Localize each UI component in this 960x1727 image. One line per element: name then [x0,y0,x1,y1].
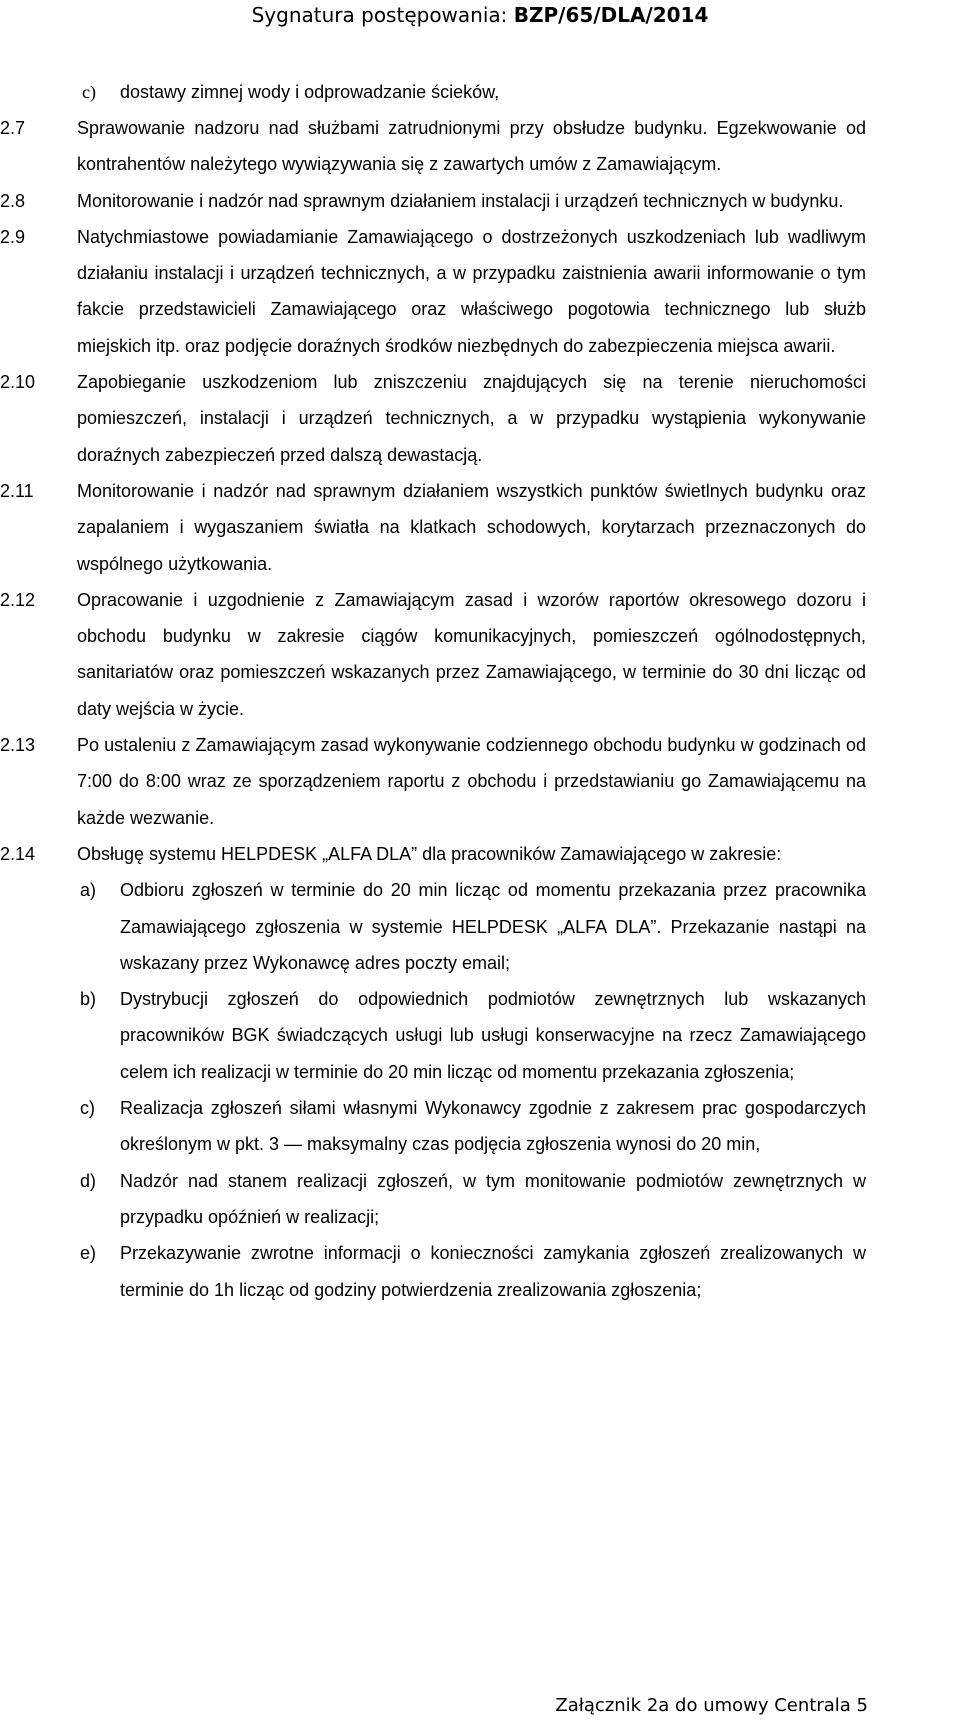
item-2-13 [0,727,960,836]
signature-number: BZP/65/DLA/2014 [513,3,709,27]
item-2-8 [0,183,960,219]
subitem-label: c) [82,82,96,102]
page-header [0,0,960,34]
page-footer: Załącznik 2a do umowy Centrala 5 [555,1695,868,1716]
item-number: 2.13 [0,735,36,756]
document-body [0,74,960,1308]
item-text: Obsługę systemu HELPDESK „ALFA DLA” dla pracowników Zamawiającego w zakresie: [77,843,782,864]
subitem-text: Realizacja zgłoszeń siłami własnymi Wykonawcy zgodnie z zakresem prac gospodarczych określonym w pkt. 3 — maksymalny czas podjęcia zgłoszenia wynosi do 20 min, [120,1098,866,1155]
item-number: 2.7 [0,118,26,138]
subitem-text: Dystrybucji zgłoszeń do odpowiednich podmiotów zewnętrznych lub wskazanych pracowników BGK świadczących usługi lub usługi konserwacyjne na rzecz Zamawiającego celem ich realizacji w terminie do 20 min licząc od momentu przekazania zgłoszenia; [120,989,866,1082]
subitem-e [0,1235,960,1308]
subitem-label: c) [80,1098,95,1119]
subitem-text: Nadzór nad stanem realizacji zgłoszeń, w tym monitowanie podmiotów zewnętrznych w przypadku opóźnień w realizacji; [120,1170,866,1227]
item-number: 2.12 [0,589,36,610]
subitem-d [0,1163,960,1236]
item-text: Zapobieganie uszkodzeniom lub zniszczeniu znajdujących się na terenie nieruchomości pomieszczeń, instalacji i urządzeń technicznych, a w przypadku wystąpienia wykonywanie doraźnych zabezpieczeń przed dalszą dewastacją. [77,372,866,465]
subitem-label: d) [80,1170,97,1191]
subitem-label: b) [80,989,97,1010]
item-number: 2.9 [0,226,26,247]
item-2-7 [0,110,960,183]
signature-prefix: Sygnatura postępowania: [251,3,514,27]
subitem-text: Przekazywanie zwrotne informacji o konieczności zamykania zgłoszeń zrealizowanych w terminie do 1h licząc od godziny potwierdzenia zrealizowania zgłoszenia; [120,1243,866,1300]
item-2-12 [0,582,960,727]
item-number: 2.10 [0,372,36,393]
subitem-label: a) [80,880,97,901]
item-number: 2.11 [0,480,34,501]
item-text: Po ustaleniu z Zamawiającym zasad wykonywanie codziennego obchodu budynku w godzinach od 7:00 do 8:00 wraz ze sporządzeniem raportu z obchodu i przedstawianiu go Zamawiającemu na każde wezwanie. [77,735,866,828]
top-subitem [0,74,960,110]
subitem-a [0,872,960,981]
subitem-label: e) [80,1243,97,1264]
item-text: Natychmiastowe powiadamianie Zamawiającego o dostrzeżonych uszkodzeniach lub wadliwym działaniu instalacji i urządzeń technicznych, a w przypadku zaistnienia awarii informowanie o tym fakcie przedstawicieli Zamawiającego oraz właściwego pogotowia technicznego lub służb miejskich itp. oraz podjęcie doraźnych środków niezbędnych do zabezpieczenia miejsca awarii. [77,226,866,356]
subitem-c [0,1090,960,1163]
item-2-10 [0,364,960,473]
item-text: Monitorowanie i nadzór nad sprawnym działaniem instalacji i urządzeń technicznych w budynku. [77,190,844,211]
item-2-14 [0,836,960,872]
subitem-b [0,981,960,1090]
subitem-text: dostawy zimnej wody i odprowadzanie ścieków, [120,82,500,102]
item-2-11 [0,473,960,582]
item-text: Sprawowanie nadzoru nad służbami zatrudnionymi przy obsłudze budynku. Egzekwowanie od kontrahentów należytego wywiązywania się z zawartych umów z Zamawiającym. [77,118,866,175]
item-text: Monitorowanie i nadzór nad sprawnym działaniem wszystkich punktów świetlnych budynku oraz zapalaniem i wygaszaniem światła na klatkach schodowych, korytarzach przeznaczonych do wspólnego użytkowania. [77,480,866,574]
subitem-text: Odbioru zgłoszeń w terminie do 20 min licząc od momentu przekazania przez pracownika Zamawiającego zgłoszenia w systemie HELPDESK „ALFA DLA”. Przekazanie nastąpi na wskazany przez Wykonawcę adres poczty email; [120,880,866,973]
item-text: Opracowanie i uzgodnienie z Zamawiającym zasad i wzorów raportów okresowego dozoru i obchodu budynku w zakresie ciągów komunikacyjnych, pomieszczeń ogólnodostępnych, sanitariatów oraz pomieszczeń wskazanych przez Zamawiającego, w terminie do 30 dni licząc od daty wejścia w życie. [77,589,866,719]
item-2-9 [0,219,960,364]
item-number: 2.14 [0,843,36,864]
item-number: 2.8 [0,190,26,211]
